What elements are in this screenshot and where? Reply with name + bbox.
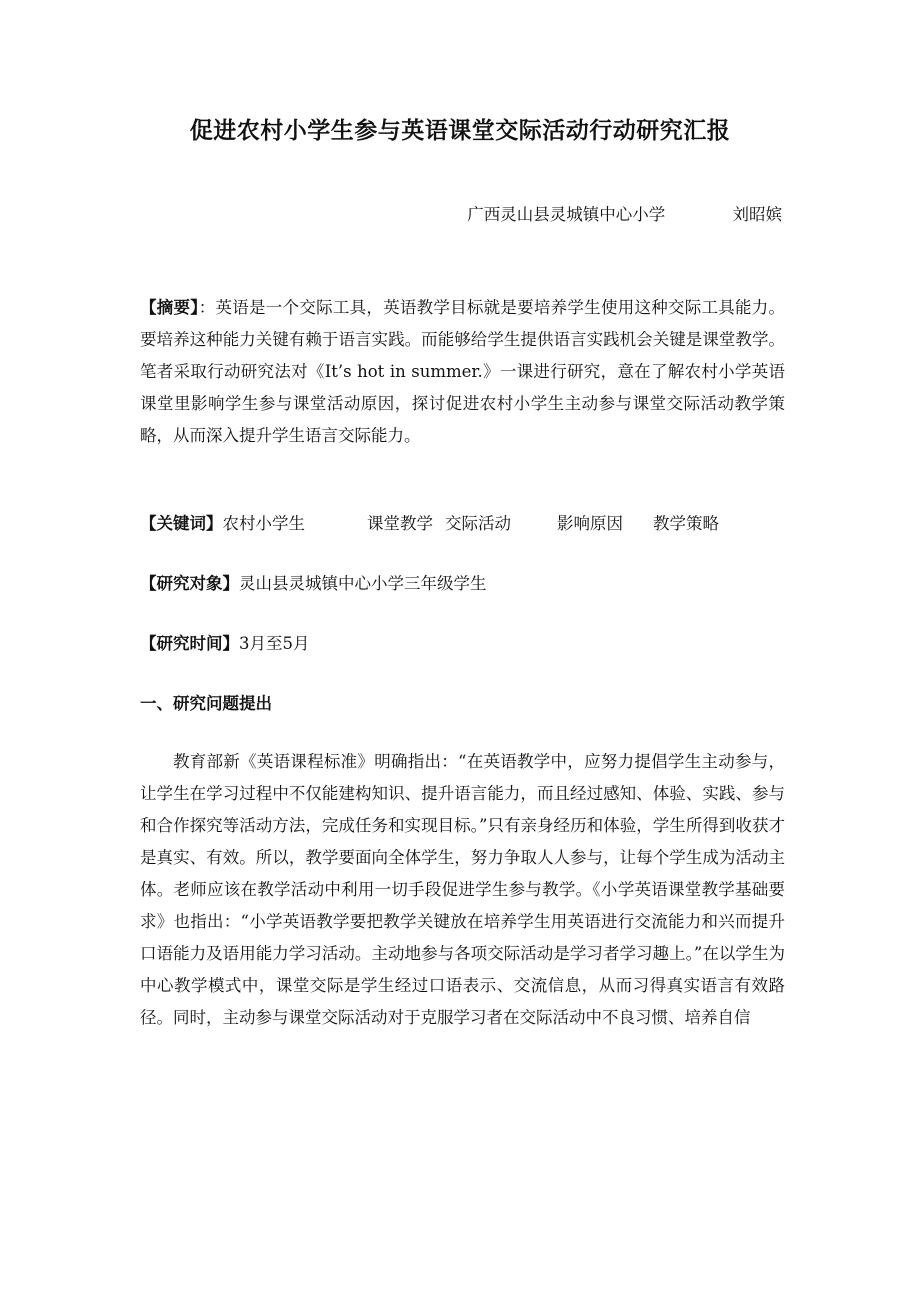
keyword-item: 教学策略 xyxy=(653,514,719,533)
research-period-line xyxy=(140,628,785,660)
research-subject-line xyxy=(140,568,785,600)
abstract-label: 【摘要】 xyxy=(140,298,199,317)
research-period-label: 【研究时间】 xyxy=(140,634,239,653)
author-school: 广西灵山县灵城镇中心小学 xyxy=(467,205,666,224)
document-title: 促进农村小学生参与英语课堂交际活动行动研究汇报 xyxy=(189,117,731,144)
keywords-line xyxy=(140,508,785,540)
research-subject-text: 灵山县灵城镇中心小学三年级学生 xyxy=(239,574,487,593)
keyword-item: 农村小学生 xyxy=(222,514,305,533)
research-subject-label: 【研究对象】 xyxy=(140,574,239,593)
abstract-text: ：英语是一个交际工具，英语教学目标就是要培养学生使用这种交际工具能力。要培养这种能力关键有赖于语言实践。而能够给学生提供语言实践机会关键是课堂教学。笔者采取行动研究法对《It’s hot in summer.》一课进行研究，意在了解农村小学英语课堂里影响学生参与课堂活动原因，探讨促进农村小学生主动参与课堂交际活动教学策略，从而深入提升学生语言交际能力。 xyxy=(140,298,786,445)
section-heading: 一、研究问题提出 xyxy=(140,694,272,713)
abstract-paragraph xyxy=(140,292,785,452)
keywords-label: 【关键词】 xyxy=(140,514,223,533)
keyword-item: 交际活动 xyxy=(445,514,511,533)
research-period-text: 3月至5月 xyxy=(239,634,310,653)
keyword-item: 影响原因 xyxy=(557,514,623,533)
keyword-item: 课堂教学 xyxy=(367,514,433,533)
byline xyxy=(467,201,782,225)
body-paragraph: 教育部新《英语课程标准》明确指出：“在英语教学中，应努力提倡学生主动参与，让学生在学习过程中不仅能建构知识、提升语言能力，而且经过感知、体验、实践、参与和合作探究等活动方法，完成任务和实现目标。”只有亲身经历和体验，学生所得到收获才是真实、有效。所以，教学要面向全体学生，努力争取人人参与，让每个学生成为活动主体。老师应该在教学活动中利用一切手段促进学生参与教学。《小学英语课堂教学基础要求》也指出：“小学英语教学要把教学关键放在培养学生用英语进行交流能力和兴而提升口语能力及语用能力学习活动。主动地参与各项交际活动是学习者学习趣上。”在以学生为中心教学模式中，课堂交际是学生经过口语表示、交流信息，从而习得真实语言有效路径。同时，主动参与课堂交际活动对于克服学习者在交际活动中不良习惯、培养自信 xyxy=(140,752,785,1027)
author-name: 刘昭嫔 xyxy=(732,205,782,224)
